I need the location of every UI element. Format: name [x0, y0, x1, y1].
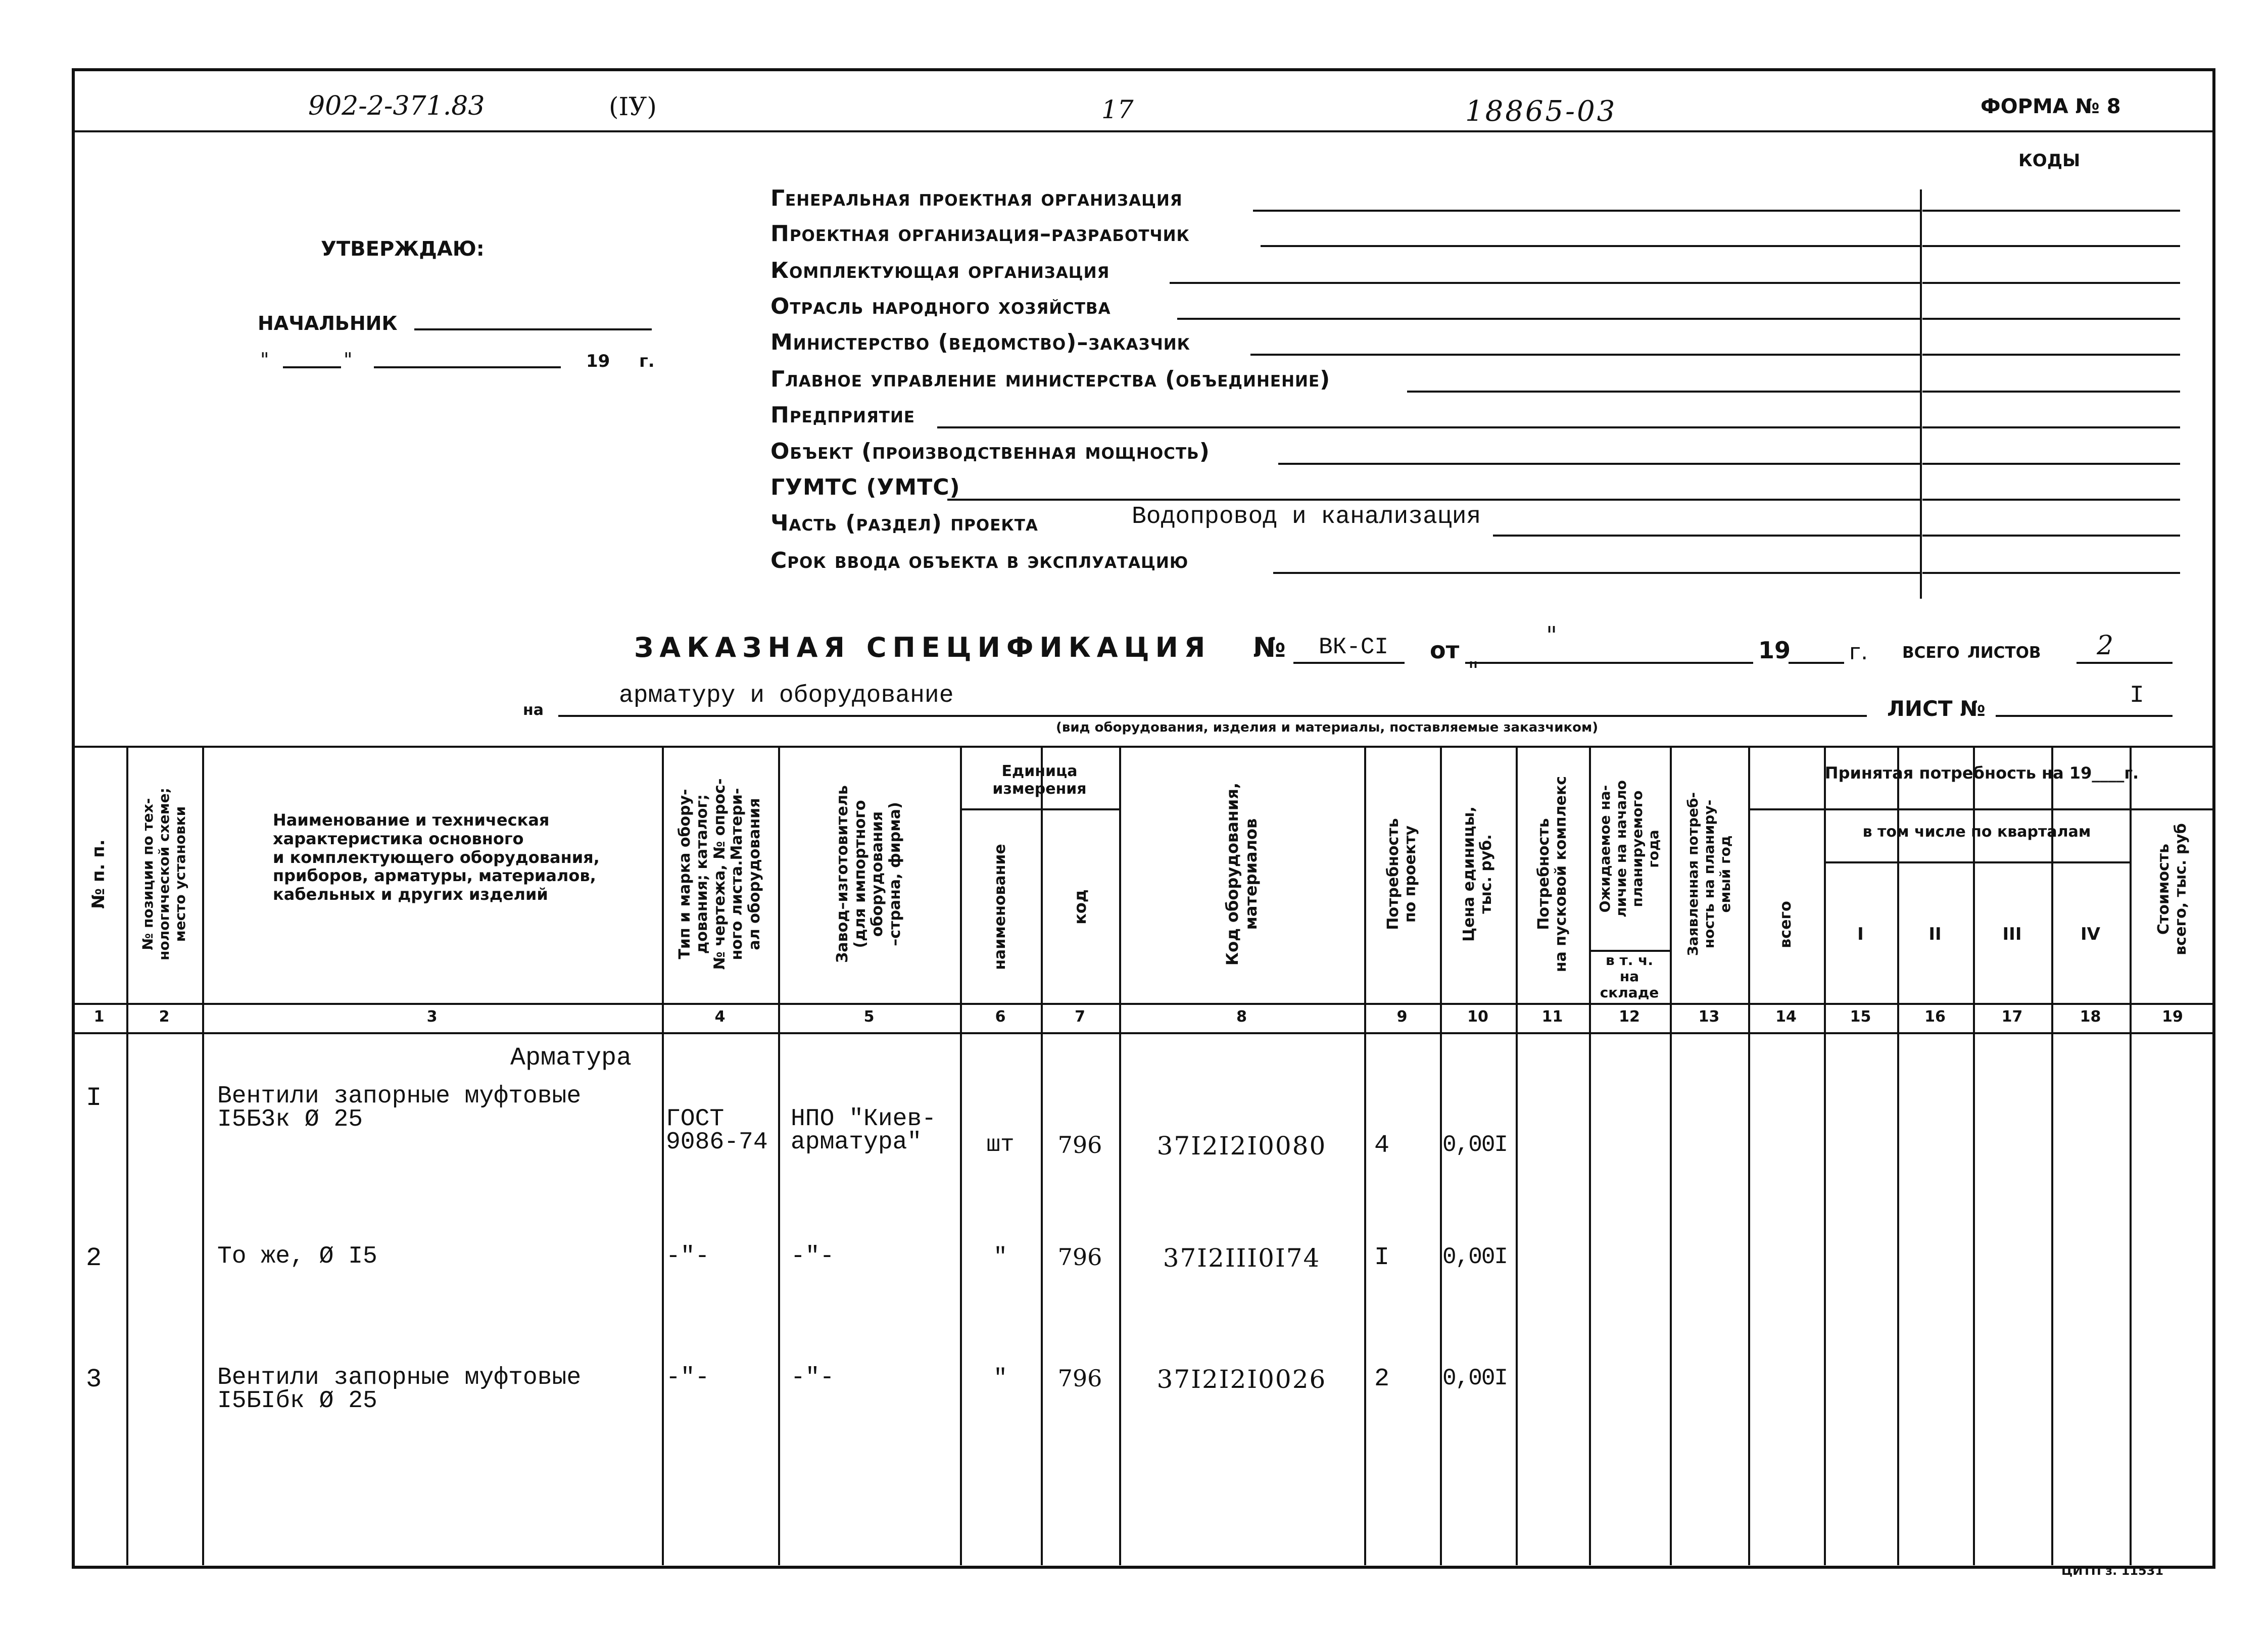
table-col-line: [662, 746, 664, 1565]
org-field-label: Министерство (ведомство)–заказчик: [770, 329, 1191, 355]
org-code-line: [1922, 282, 2180, 284]
row-need: I: [1374, 1243, 1390, 1272]
table-col-line: [1748, 746, 1750, 1565]
column-number: 4: [714, 1008, 726, 1026]
spec-date-quote-close: ": [1468, 657, 1479, 685]
table-col-line: [1440, 746, 1442, 1565]
table-col-line: [1973, 746, 1975, 1565]
table-col-line: [1589, 746, 1591, 1565]
table-col-line: [1516, 746, 1518, 1565]
org-code-line: [1922, 572, 2180, 574]
row-number: 2: [86, 1243, 102, 1273]
org-field-label: Предприятие: [770, 402, 915, 428]
org-field-label: Отрасль народного хозяйства: [770, 294, 1111, 319]
org-field-line: [1261, 245, 1920, 247]
approve-year-suffix: г.: [639, 351, 655, 371]
row-code: 37I2I2I0080: [1156, 1131, 1327, 1161]
column-number: 19: [2162, 1008, 2183, 1026]
header-c12: Ожидаемое на- личие на начало планируемого года: [1596, 780, 1662, 918]
org-field-label: Часть (раздел) проекта: [770, 510, 1038, 536]
org-code-line: [1922, 535, 2180, 537]
row-number: 3: [86, 1365, 102, 1394]
header-c5: Завод–изготовитель (для импортного оборудования –страна, фирма): [834, 785, 904, 963]
column-number: 13: [1698, 1008, 1720, 1026]
org-field-line: [937, 426, 1920, 428]
spec-year: 19: [1758, 637, 1791, 664]
row-unit: ": [993, 1244, 1007, 1270]
header-c11: Потребность на пусковой комплекс: [1534, 776, 1570, 973]
column-number: 11: [1541, 1008, 1563, 1026]
approve-title: УТВЕРЖДАЮ:: [321, 237, 485, 261]
org-code-line: [1922, 245, 2180, 247]
row-code: 37I2III0I74: [1163, 1243, 1321, 1273]
row-maker: -"-: [791, 1364, 835, 1391]
table-col-line: [2130, 746, 2132, 1565]
spec-total-value[interactable]: 2: [2097, 631, 2114, 661]
header-quarter: I: [1857, 924, 1864, 944]
header-quarter: II: [1928, 924, 1942, 944]
table-top-line: [72, 746, 2215, 748]
org-code-line: [1922, 318, 2180, 320]
org-code-line: [1922, 499, 2180, 501]
codes-divider: [1920, 189, 1922, 599]
table-col-line: [1670, 746, 1672, 1565]
header-name: Наименование и техническая характеристика основного и комплектующего оборудования, приборов, арматуры, материалов, кабельных и других изделий: [273, 810, 600, 904]
spec-total-line: [2077, 662, 2173, 664]
org-field-line: [1407, 391, 1920, 393]
header-c9: Потребность по проекту: [1384, 818, 1419, 930]
column-number: 14: [1775, 1008, 1797, 1026]
org-field-label: Комплектующая организация: [770, 258, 1110, 283]
header-c7: код: [1070, 889, 1090, 925]
column-number: 9: [1396, 1008, 1408, 1026]
org-code-line: [1922, 391, 2180, 393]
org-field-line: [1493, 535, 1920, 537]
table-col-line: [2051, 746, 2053, 1565]
org-field-label: Главное управление министерства (объединение): [770, 366, 1331, 392]
row-type: -"-: [666, 1243, 710, 1270]
header-c19: Стоимость всего, тыс. руб: [2154, 823, 2190, 955]
spec-date-line: [1465, 662, 1753, 664]
org-code-line: [1922, 426, 2180, 428]
album-number: (IУ): [609, 92, 657, 121]
row-name: Вентили запорные муфтовые I5Б3к Ø 25: [217, 1083, 582, 1133]
table-col-line: [1824, 746, 1826, 1565]
header-c6: наименование: [991, 844, 1009, 970]
table-col-line: [202, 746, 204, 1565]
row-maker: НПО "Киев- арматура": [791, 1105, 937, 1156]
org-code-line: [1922, 354, 2180, 356]
spec-subject-hint: (вид оборудования, изделия и материалы, поставляемые заказчиком): [1056, 720, 1599, 735]
row-need: 4: [1374, 1131, 1390, 1160]
org-field-line: [1253, 210, 1920, 212]
row-number: I: [86, 1083, 102, 1113]
top-divider: [72, 130, 2215, 132]
spec-subject[interactable]: арматуру и оборудование: [619, 682, 954, 709]
doc-number: 902-2-371.83: [308, 91, 485, 121]
row-type: ГОСТ 9086-74: [666, 1105, 768, 1156]
table-col-line: [1364, 746, 1366, 1565]
org-field-label: Генеральная проектная организация: [770, 185, 1183, 211]
org-field-line: [1170, 282, 1920, 284]
org-field-line: [1278, 463, 1920, 465]
spec-number-label: №: [1253, 632, 1286, 663]
approve-month-line: [374, 366, 561, 368]
org-code-line: [1922, 210, 2180, 212]
column-number: 2: [159, 1008, 170, 1026]
header-c14: всего: [1776, 901, 1795, 948]
org-code-line: [1922, 463, 2180, 465]
spec-subject-line: [558, 715, 1867, 717]
column-number: 3: [426, 1008, 438, 1026]
header-quarter-group: в том числе по кварталам: [1862, 823, 2091, 841]
column-number: 6: [995, 1008, 1006, 1026]
table-colnum-bottom: [72, 1032, 2215, 1034]
footer-stamp: ЦИТП з. 11531: [2061, 1564, 2164, 1578]
spec-sheet-value[interactable]: I: [2130, 682, 2144, 709]
org-field-label: Объект (производственная мощность): [770, 439, 1210, 464]
row-need: 2: [1374, 1365, 1390, 1393]
row-name: Вентили запорные муфтовые I5БIбк Ø 25: [217, 1364, 582, 1415]
row-maker: -"-: [791, 1243, 835, 1270]
org-field-label: Срок ввода объекта в эксплуатацию: [770, 548, 1189, 573]
spec-na-label: на: [523, 701, 544, 719]
column-number: 17: [2001, 1008, 2023, 1026]
spec-from-label: от: [1430, 637, 1460, 664]
row-unit-code: 796: [1057, 1365, 1102, 1392]
header-c1: № п. п.: [88, 839, 109, 909]
column-number: 5: [863, 1008, 875, 1026]
row-unit-code: 796: [1057, 1243, 1102, 1271]
spec-number[interactable]: ВК-СI: [1319, 634, 1389, 660]
org-field-value[interactable]: Водопровод и канализация: [1132, 503, 1481, 530]
header-c10: Цена единицы, тыс. руб.: [1460, 806, 1495, 942]
row-price: 0,00I: [1442, 1365, 1508, 1391]
spec-date-quote-open: ": [1546, 621, 1558, 650]
approve-year-label: 19: [586, 351, 610, 371]
approve-chief: НАЧАЛЬНИК: [258, 312, 398, 334]
table-col-line: [1897, 746, 1899, 1565]
org-field-line: [1177, 318, 1920, 320]
header-c13: Заявленная потреб- ность на планиру- емый год: [1684, 792, 1733, 956]
row-price: 0,00I: [1442, 1244, 1508, 1270]
header-quarter: III: [2002, 924, 2022, 944]
org-field-label: Проектная организация–разработчик: [770, 221, 1190, 247]
header-unit-group: Единица измерения: [992, 762, 1087, 798]
column-number: 7: [1075, 1008, 1085, 1026]
table-header-bottom: [72, 1003, 2215, 1005]
column-number: 18: [2080, 1008, 2101, 1026]
header-c8: Код оборудования, материалов: [1222, 782, 1261, 966]
spec-sheet-label: ЛИСТ №: [1887, 696, 1986, 721]
column-number: 8: [1236, 1008, 1247, 1026]
column-number: 1: [93, 1008, 105, 1026]
spec-total-label: всего листов: [1902, 638, 2041, 663]
approve-date-close: ": [344, 349, 353, 371]
column-number: 15: [1850, 1008, 1871, 1026]
section-title: Арматура: [510, 1044, 632, 1073]
project-code: 18865-03: [1465, 95, 1617, 128]
page-number: 17: [1101, 95, 1134, 124]
column-number: 16: [1924, 1008, 1946, 1026]
table-col-line: [778, 746, 780, 1565]
row-type: -"-: [666, 1364, 710, 1391]
row-unit: шт: [986, 1132, 1015, 1158]
approve-day-line: [283, 366, 341, 368]
header-need-group: Принятая потребность на 19____г.: [1824, 763, 2139, 783]
row-unit: ": [993, 1365, 1007, 1391]
org-field-line: [1273, 572, 1920, 574]
header-c2: № позиции по тех- нологической схеме; место установки: [139, 788, 189, 960]
row-code: 37I2I2I0026: [1156, 1365, 1327, 1394]
row-unit-code: 796: [1057, 1131, 1102, 1159]
row-price: 0,00I: [1442, 1132, 1508, 1158]
org-field-line: [1250, 354, 1920, 356]
spec-year-suffix: г.: [1849, 639, 1868, 665]
column-number: 10: [1467, 1008, 1488, 1026]
approve-date-open: ": [260, 349, 269, 371]
header-stock-sub: в т. ч. на складе: [1600, 952, 1659, 1001]
header-c4: Тип и марка обору- дования; каталог; № чертежа, № опрос- ного листа.Матери- ал оборудования: [675, 778, 763, 970]
spec-year-line: [1789, 662, 1844, 664]
header-quarter: IV: [2081, 924, 2100, 944]
org-field-label: ГУМТС (УМТС): [770, 474, 960, 500]
spec-sheet-line: [1996, 715, 2173, 717]
org-field-line: [947, 499, 1920, 501]
spec-number-line: [1293, 662, 1405, 664]
column-number: 12: [1619, 1008, 1640, 1026]
form-number: ФОРМА № 8: [1981, 95, 2121, 118]
codes-label: КОДЫ: [2018, 151, 2081, 171]
row-name: То же, Ø I5: [217, 1243, 377, 1270]
chief-signature-line: [414, 328, 652, 330]
quarter-group-line: [1824, 861, 2130, 863]
spec-title: ЗАКАЗНАЯ СПЕЦИФИКАЦИЯ: [634, 632, 1212, 663]
